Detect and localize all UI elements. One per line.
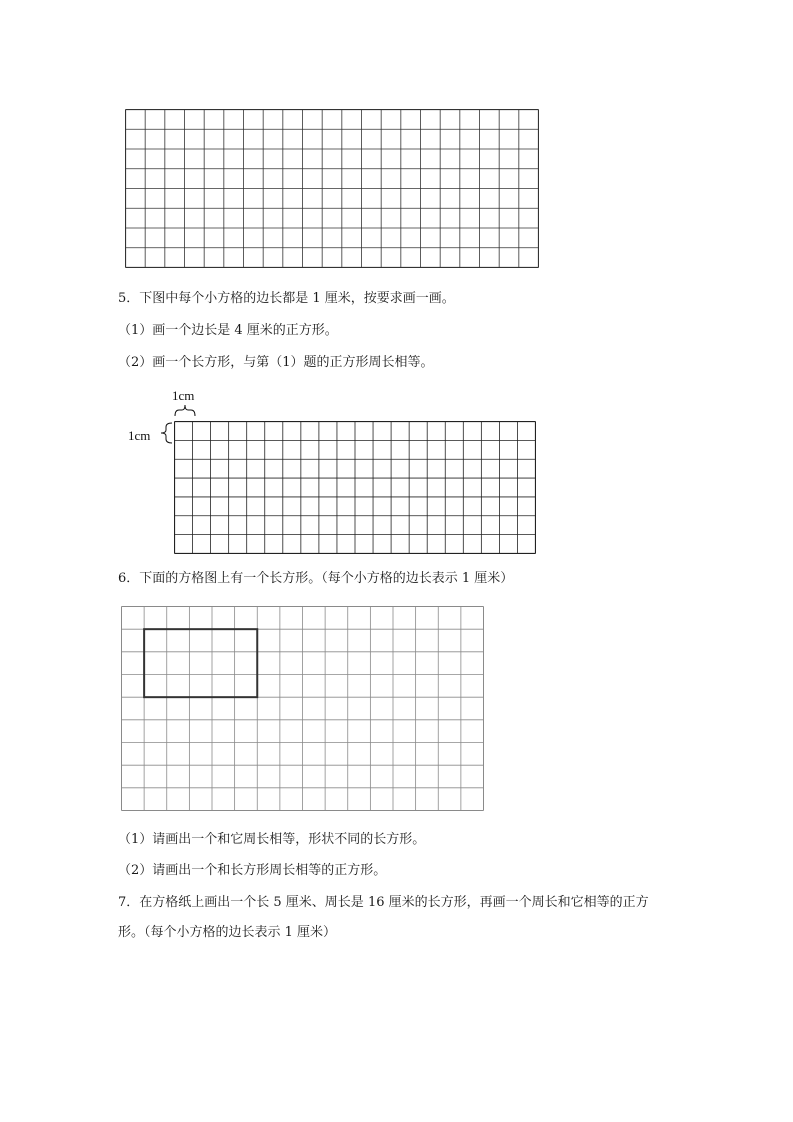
q6-title: 6．下面的方格图上有一个长方形。（每个小方格的边长表示 1 厘米） [118,571,514,586]
q7-line1: 7．在方格纸上画出一个长 5 厘米、周长是 16 厘米的长方形，再画一个周长和它相等的正方 [118,895,649,910]
q5-sub1: （1）画一个边长是 4 厘米的正方形。 [118,323,338,338]
grid-3 [121,606,484,811]
q5-sub2: （2）画一个长方形，与第（1）题的正方形周长相等。 [118,355,434,370]
grid-1-svg [125,109,539,268]
q6-sub2: （2）请画出一个和长方形周长相等的正方形。 [118,863,387,878]
grid-3-svg [121,606,484,811]
q5-title: 5．下图中每个小方格的边长都是 1 厘米，按要求画一画。 [118,291,455,306]
unit-label-top: 1cm [172,388,195,403]
grid-2 [174,421,536,554]
grid-1 [125,109,539,268]
q7-line2: 形。（每个小方格的边长表示 1 厘米） [118,925,337,940]
brace-left-icon [160,421,174,445]
grid-2-svg [174,421,536,554]
brace-top-icon [173,404,197,418]
q6-sub1: （1）请画出一个和它周长相等，形状不同的长方形。 [118,832,426,847]
given-rectangle [144,629,257,697]
unit-label-left: 1cm [128,428,151,443]
